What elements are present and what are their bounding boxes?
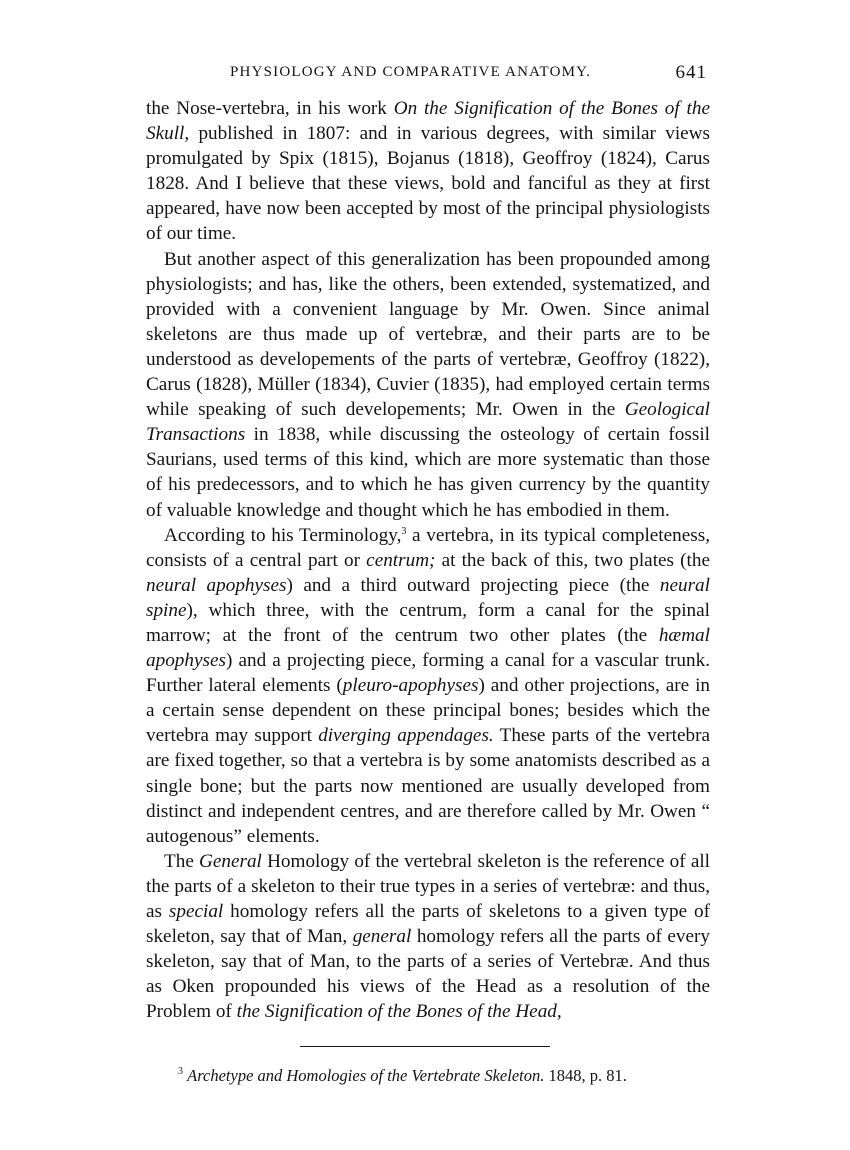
italic-text: hæmal apophyses (146, 624, 710, 672)
footnote (178, 1066, 678, 1086)
text-run: Homology of the vertebral skeleton is the reference of all the parts of a skeleton to their true types in a series of vertebræ: and thus, as (146, 850, 710, 922)
text-run: homology refers all the parts of every skeleton, say that of Man, to the parts of a series of Vertebræ. And thus as Oken propounded his views of the Head as a resolution of the Problem of (146, 926, 711, 1023)
paragraph (146, 247, 710, 523)
text-run: ) and other projections, are in a certain sense dependent on these principal bones; besides which the vertebra may support (146, 675, 710, 747)
paragraph (146, 849, 710, 1025)
text-run: ), which three, with the centrum, form a canal for the spinal marrow; at the front of the centrum two other plates (the (146, 599, 710, 646)
italic-text: Geological Transactions (146, 399, 710, 446)
italic-text: the Signification of the Bones of the Head, (236, 1001, 562, 1023)
italic-text: neural apophyses (146, 574, 287, 596)
text-run: a vertebra, in its typical completeness, consists of a central part or (146, 524, 710, 571)
paragraph (146, 523, 710, 849)
italic-text: special (168, 901, 224, 922)
footnote-rule (300, 1046, 550, 1047)
footnote-reference: 3 (401, 525, 407, 537)
text-run: in 1838, while discussing the osteology of certain fossil Saurians, used terms of this kind, which are more systematic than those of his predecessors, and to which he has given currency by the quantity of valuable knowledge and thought which he has embodied in them. (146, 424, 710, 521)
text-run: ) and a projecting piece, forming a canal for a vascular trunk. Further lateral elements ( (146, 650, 710, 697)
text-run: The (164, 850, 200, 872)
footnote-marker: 3 (178, 1066, 183, 1077)
italic-text: diverging appendages. (318, 725, 494, 747)
italic-text: On the Signification of the Bones of the Skull, (146, 98, 710, 145)
text-run: homology refers all the parts of skeletons to a given type of skeleton, say that of Man, (146, 901, 710, 948)
text-run: at the back of this, two plates (the (435, 549, 710, 571)
paragraph (146, 96, 710, 247)
italic-text: general (352, 926, 412, 948)
running-head (145, 62, 711, 88)
body-text (146, 96, 710, 1024)
italic-text: centrum; (366, 549, 436, 571)
text-run: These parts of the vertebra are fixed together, so that a vertebra is by some anatomists described as a single bone; but the parts now mentioned are usually developed from distinct and independent centres, and are therefore called by Mr. Owen “ autogenous” elements. (146, 725, 710, 847)
italic-text: General (199, 850, 262, 872)
running-title: PHYSIOLOGY AND COMPARATIVE ANATOMY. (230, 64, 592, 80)
text-run: According to his Terminology, (164, 524, 402, 546)
text-run: published in 1807: and in various degrees, with similar views promulgated by Spix (1815), Bojanus (1818), Geoffroy (1824), Carus 1828. And I believe that these views, bold and fanciful as they at first appeared, have now been accepted by most of the principal physiologists of our time. (146, 123, 710, 245)
page-number: 641 (675, 62, 707, 83)
footnote-title: Archetype and Homologies of the Vertebrate Skeleton. (187, 1066, 545, 1085)
text-run: the Nose-vertebra, in his work (146, 98, 394, 119)
italic-text: neural spine (146, 574, 710, 621)
text-run: But another aspect of this generalization has been propounded among physiologists; and has, like the others, been extended, systematized, and provided with a convenient language by Mr. Owen. Since animal skeletons are thus made up of vertebræ, and their parts are to be understood as developements of the parts of vertebræ, Geoffroy (1822), Carus (1828), Müller (1834), Cuvier (1835), had employed certain terms while speaking of such developements; Mr. Owen in the (146, 248, 710, 421)
footnote-details: 1848, p. 81. (548, 1066, 627, 1085)
italic-text: pleuro-apophyses (342, 675, 479, 697)
text-run: ) and a third outward projecting piece (the (286, 574, 660, 596)
